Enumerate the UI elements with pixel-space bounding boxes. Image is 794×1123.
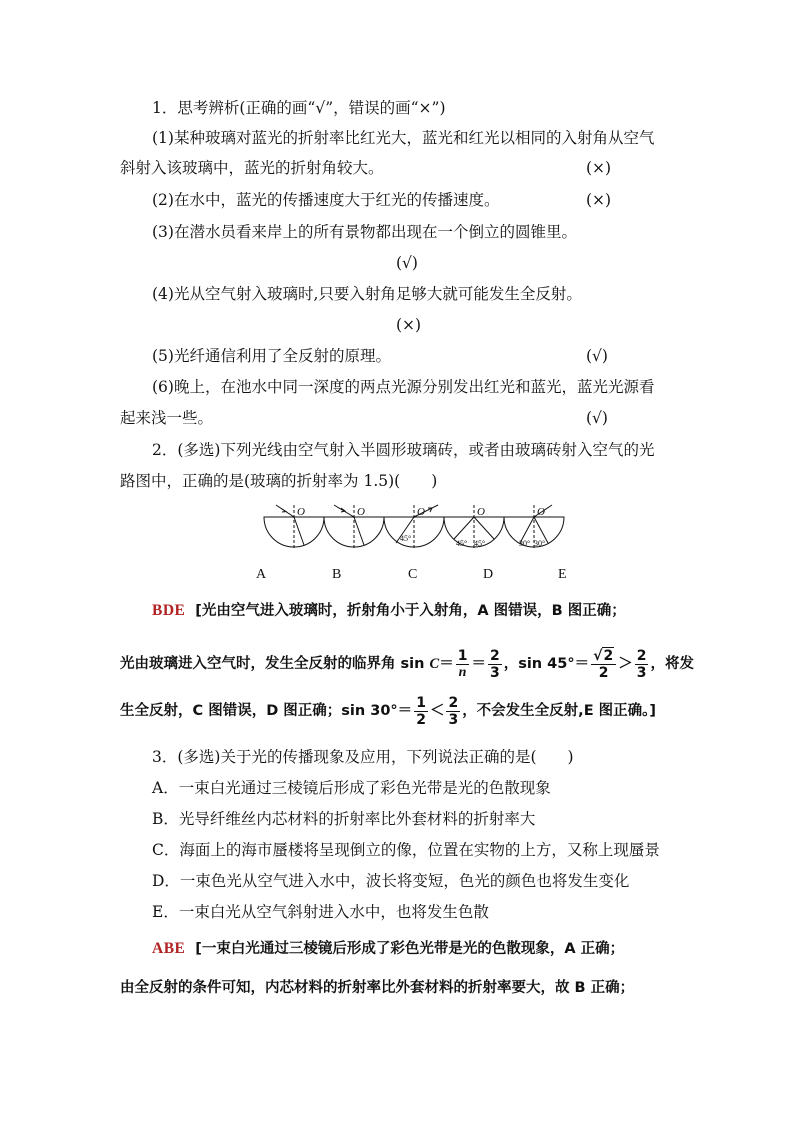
- q1-item-3-line1: (3)在潜水员看来岸上的所有景物都出现在一个倒立的圆锥里。: [152, 223, 577, 241]
- diagram-label-d: D: [483, 567, 494, 582]
- q3-title: 3．(多选)关于光的传播现象及应用，下列说法正确的是( ): [152, 748, 574, 766]
- diagram-a-arrow: [282, 509, 286, 512]
- q2-exp-eq1: ＝: [439, 656, 454, 672]
- q1-item-4-line1: (4)光从空气射入玻璃时,只要入射角足够大就可能发生全反射。: [152, 285, 582, 303]
- q3-explanation-line1: [152, 938, 624, 959]
- q1-title: 1．思考辨析(正确的画“√”，错误的画“×”): [152, 99, 446, 117]
- q2-exp-text2b: ，sin 45°＝: [503, 656, 590, 672]
- diagram-b-center: O: [357, 506, 365, 518]
- diagram-d-ray-in: [454, 517, 474, 539]
- q3-option-d: D．一束色光从空气进入水中，波长将变短，色光的颜色也将发生变化: [152, 872, 630, 890]
- q3-option-a: A．一束白光通过三棱镜后形成了彩色光带是光的色散现象: [152, 779, 551, 797]
- q3-exp-text1: [一束白光通过三棱镜后形成了彩色光带是光的色散现象，A 正确；: [195, 941, 625, 957]
- diagram-c-center: O: [417, 506, 425, 518]
- q3-option-b: B．光导纤维丝内芯材料的折射率比外套材料的折射率大: [152, 810, 536, 828]
- diagram-c-angle: 45°: [400, 534, 412, 543]
- q2-frac-2-3: $\frac{2}{3}$: [489, 647, 500, 681]
- q2-exp-gt: ＞: [618, 656, 633, 672]
- q1-item-6-line2: 起来浅一些。: [120, 409, 214, 427]
- q2-exp-text3b: ，不会发生全反射,E 图正确。]: [462, 703, 657, 719]
- q1-item-2-line1: (2)在水中，蓝光的传播速度大于红光的传播速度。: [152, 191, 500, 209]
- q3-answer: ABE: [152, 940, 186, 957]
- q2-explanation-line2: [120, 646, 694, 682]
- q2-frac-1-2: $\frac{1}{2}$: [416, 694, 426, 728]
- q2-frac-2-3b: $\frac{2}{3}$: [636, 647, 647, 681]
- diagram-label-a: A: [256, 567, 267, 582]
- q2-explanation-line1: [152, 600, 626, 621]
- q1-item-1-line1: (1)某种玻璃对蓝光的折射率比红光大，蓝光和红光以相同的入射角从空气: [152, 129, 655, 147]
- q2-frac-1-n: $\frac{1}{n}$: [457, 647, 468, 680]
- diagram-label-b: B: [332, 567, 342, 582]
- q1-item-1-mark: (×): [586, 159, 612, 177]
- q2-exp-text1: [光由空气进入玻璃时，折射角小于入射角，A 图错误，B 图正确；: [195, 603, 626, 619]
- q1-item-4-mark: (×): [396, 316, 422, 334]
- q3-explanation-line2: 由全反射的条件可知，内芯材料的折射率比外套材料的折射率要大，故 B 正确；: [120, 980, 635, 996]
- diagram-b-ray-out: [354, 517, 364, 545]
- q2-exp-lt: ＜: [429, 703, 445, 719]
- q2-line1: 2．(多选)下列光线由空气射入半圆形玻璃砖，或者由玻璃砖射入空气的光: [152, 441, 655, 459]
- q2-explanation-line3: [120, 693, 656, 729]
- q2-exp-text2a: 光由玻璃进入空气时，发生全反射的临界角 sin: [120, 656, 430, 672]
- q1-item-5-mark: (√): [586, 347, 608, 365]
- optics-diagrams: [262, 503, 602, 563]
- q2-exp-text3a: 生全反射，C 图错误，D 图正确；sin 30°＝: [120, 703, 413, 719]
- q2-frac-2-3c: $\frac{2}{3}$: [448, 694, 459, 728]
- q3-option-c: C．海面上的海市蜃楼将呈现倒立的像，位置在实物的上方，又称上现蜃景: [152, 841, 660, 859]
- q1-item-6-line1: (6)晚上，在池水中同一深度的两点光源分别发出红光和蓝光，蓝光光源看: [152, 378, 655, 396]
- diagram-a-ray-out: [294, 517, 304, 545]
- diagram-d-angle-left: 45°: [456, 539, 468, 548]
- q2-exp-eq2: ＝: [471, 656, 486, 672]
- q3-option-e: E．一束白光从空气斜射进入水中，也将发生色散: [152, 903, 489, 921]
- diagram-d-center: O: [477, 506, 485, 518]
- q1-item-3-mark: (√): [396, 254, 418, 272]
- q2-exp-c: C: [429, 656, 440, 672]
- q2-answer: BDE: [152, 602, 186, 619]
- q2-frac-sqrt2-2: $\frac{√2}{2}$: [591, 648, 616, 681]
- q2-exp-text2c: ，将发: [650, 656, 694, 672]
- q1-item-1-line2: 斜射入该玻璃中，蓝光的折射角较大。: [120, 159, 384, 177]
- q1-item-6-mark: (√): [586, 409, 608, 427]
- diagram-d-ray-reflect: [474, 517, 494, 539]
- diagram-e-angle-right: 30°: [534, 539, 546, 548]
- q1-item-2-mark: (×): [586, 191, 612, 209]
- diagram-d-angle-right: 45°: [474, 539, 486, 548]
- diagram-label-c: C: [408, 567, 418, 582]
- diagram-label-e: E: [558, 567, 567, 582]
- q2-line2: 路图中，正确的是(玻璃的折射率为 1.5)( ): [120, 472, 438, 490]
- diagram-e-center: O: [537, 506, 545, 518]
- diagram-a-center: O: [297, 506, 305, 518]
- q1-item-5-line1: (5)光纤通信利用了全反射的原理。: [152, 347, 391, 365]
- diagram-e-angle-left: 30°: [519, 539, 531, 548]
